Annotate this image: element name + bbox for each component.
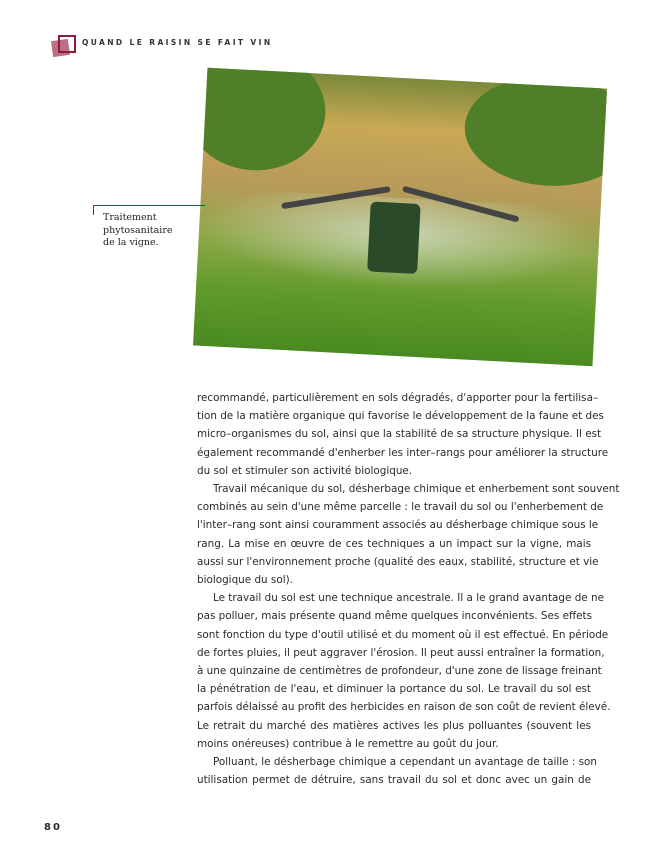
text-line: tion de la matière organique qui favorise le développement de la faune et des [197, 410, 604, 423]
text-line: rang. La mise en œuvre de ces techniques a un impact sur la vigne, mais [197, 537, 591, 550]
text-line: recommandé, particulièrement en sols dégradés, d'apporter pour la fertilisa– [197, 392, 599, 404]
text-line: de fortes pluies, il peut aggraver l'érosion. Il peut aussi entraîner la formation, [197, 646, 605, 659]
caption-leader-line [93, 205, 205, 206]
text-line: parfois délaissé au profit des herbicides en raison de son coût de revient élevé. [197, 701, 611, 714]
text-line: du sol et stimuler son activité biologique. [197, 464, 413, 477]
text-line: micro–organismes du sol, ainsi que la stabilité de sa structure physique. Il est [197, 428, 602, 441]
text-line: moins onéreuses) contribue à le remettre au goût du jour. [197, 737, 499, 750]
text-line: la pénétration de l'eau, et diminuer la portance du sol. Le travail du sol est [197, 683, 591, 696]
paragraph [197, 753, 598, 789]
text-line: aussi sur l'environnement proche (qualité des eaux, stabilité, structure et vie [197, 555, 599, 568]
body-text [197, 389, 620, 789]
figure-caption [103, 212, 172, 250]
caption-line: Traitement [103, 212, 157, 223]
text-line: également recommandé d'enherber les inter–rangs pour améliorer la structure [197, 446, 609, 459]
text-line: combinés au sein d'une même parcelle : le travail du sol ou l'enherbement de [197, 501, 604, 514]
caption-line: de la vigne. [103, 237, 159, 248]
text-line: pas polluer, mais présente quand même quelques inconvénients. Ses effets [197, 610, 593, 623]
paragraph [197, 480, 620, 589]
text-line: utilisation permet de détruire, sans travail du sol et donc avec un gain de [197, 774, 591, 787]
text-line: Le retrait du marché des matières actives les plus polluantes (souvent les [197, 719, 591, 732]
page-number: 80 [44, 822, 62, 833]
running-title: QUAND LE RAISIN SE FAIT VIN [82, 38, 273, 47]
paragraph [197, 589, 611, 753]
vineyard-spraying-photo [193, 68, 607, 367]
text-line: biologique du sol). [197, 574, 293, 587]
text-line: Le travail du sol est une technique ancestrale. Il a le grand avantage de ne [213, 592, 604, 605]
text-line: l'inter–rang sont ainsi couramment associés au désherbage chimique sous le [197, 519, 599, 532]
paragraph [197, 389, 609, 480]
text-line: Polluant, le désherbage chimique a cependant un avantage de taille : son [213, 756, 598, 769]
caption-leader-tick [93, 205, 94, 215]
chapter-logo-icon [52, 35, 76, 57]
text-line: à une quinzaine de centimètres de profondeur, d'une zone de lissage freinant [197, 665, 602, 678]
text-line: sont fonction du type d'outil utilisé et du moment où il est effectué. En période [197, 628, 609, 641]
caption-line: phytosanitaire [103, 224, 173, 236]
text-line: Travail mécanique du sol, désherbage chimique et enherbement sont souvent [213, 483, 620, 496]
